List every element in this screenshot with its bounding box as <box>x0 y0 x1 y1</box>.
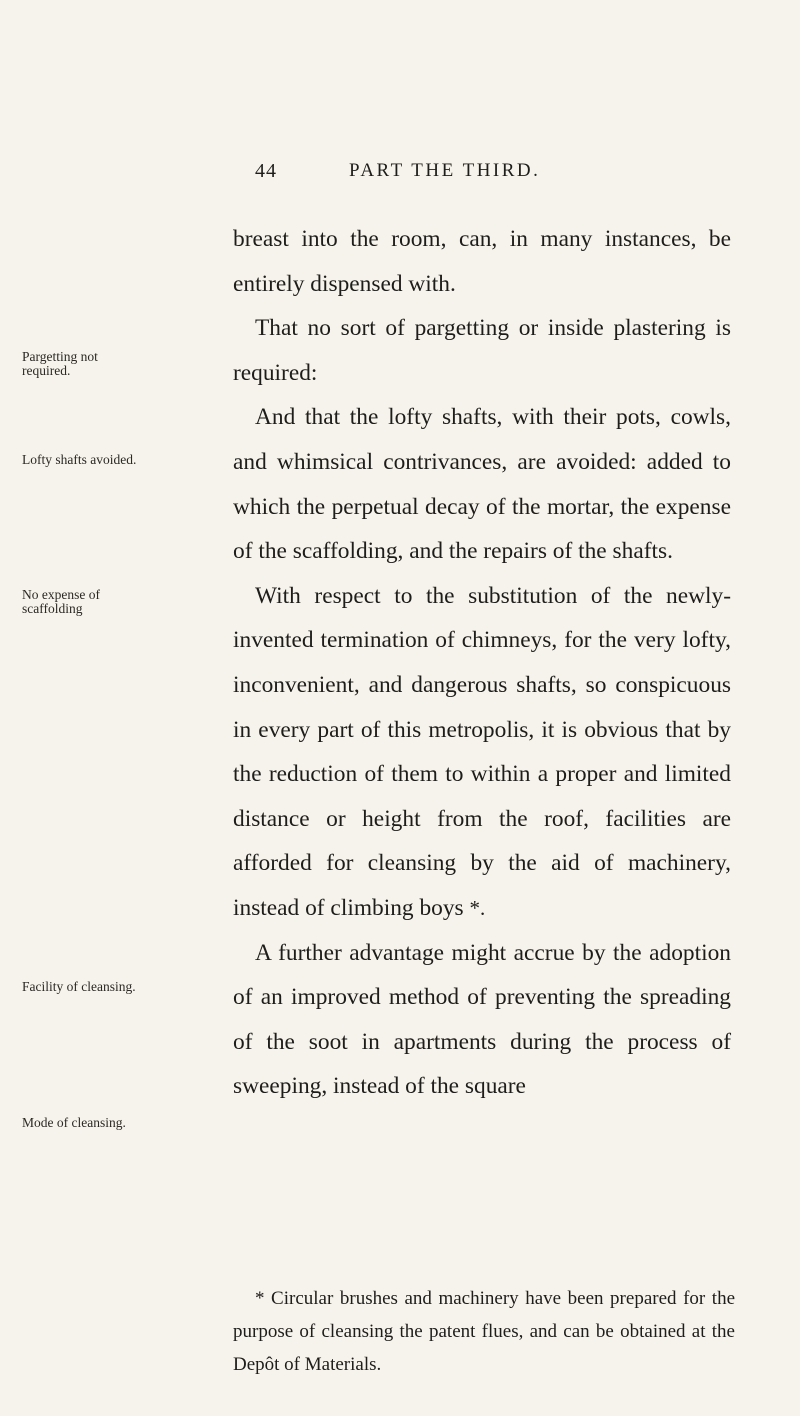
margin-note-facility: Facility of cleansing. <box>22 979 136 994</box>
footnote <box>233 1282 735 1381</box>
margin-note-lofty-shafts: Lofty shafts avoided. <box>22 452 137 467</box>
page-header <box>255 160 735 200</box>
paragraph-pargetting: That no sort of pargetting or inside plastering is required: <box>233 315 731 386</box>
paragraph-substitution <box>233 574 731 931</box>
footnote-text: * Circular brushes and machinery have been prepared for the purpose of cleansing the patent flues, and can be obtained at the Depôt of Materials. <box>233 1288 735 1375</box>
body-text <box>233 217 731 1109</box>
running-head: PART THE THIRD. <box>349 160 541 181</box>
margin-note-scaffolding: No expense of scaffolding <box>22 587 100 616</box>
margin-note-pargetting: Pargetting not required. <box>22 349 98 378</box>
paragraph-substitution-text: With respect to the substitution of the newly-invented termination of chimneys, for the very lofty, inconvenient, and dangerous shafts, so conspicuous in every part of this metropolis, it is obvious that by the reduction of them to within a proper and limited distance or height from the roof, facilities are afforded for cleansing by the aid of machinery, instead of climbing boys <box>233 582 731 921</box>
paragraph-advantage: A further advantage might accrue by the adoption of an improved method of preventing the spreading of the soot in apartments during the process of sweeping, instead of the square <box>233 939 731 1100</box>
margin-note-mode: Mode of cleansing. <box>22 1115 126 1130</box>
page-number: 44 <box>255 160 277 182</box>
footnote-marker: *. <box>469 895 486 920</box>
paragraph-lofty-shafts: And that the lofty shafts, with their pots, cowls, and whimsical contrivances, are avoided: added to which the perpetual decay of the mortar, the expense of the scaffolding, and the repairs of the shafts. <box>233 404 731 565</box>
paragraph-continuation: breast into the room, can, in many instances, be entirely dispensed with. <box>233 226 731 297</box>
